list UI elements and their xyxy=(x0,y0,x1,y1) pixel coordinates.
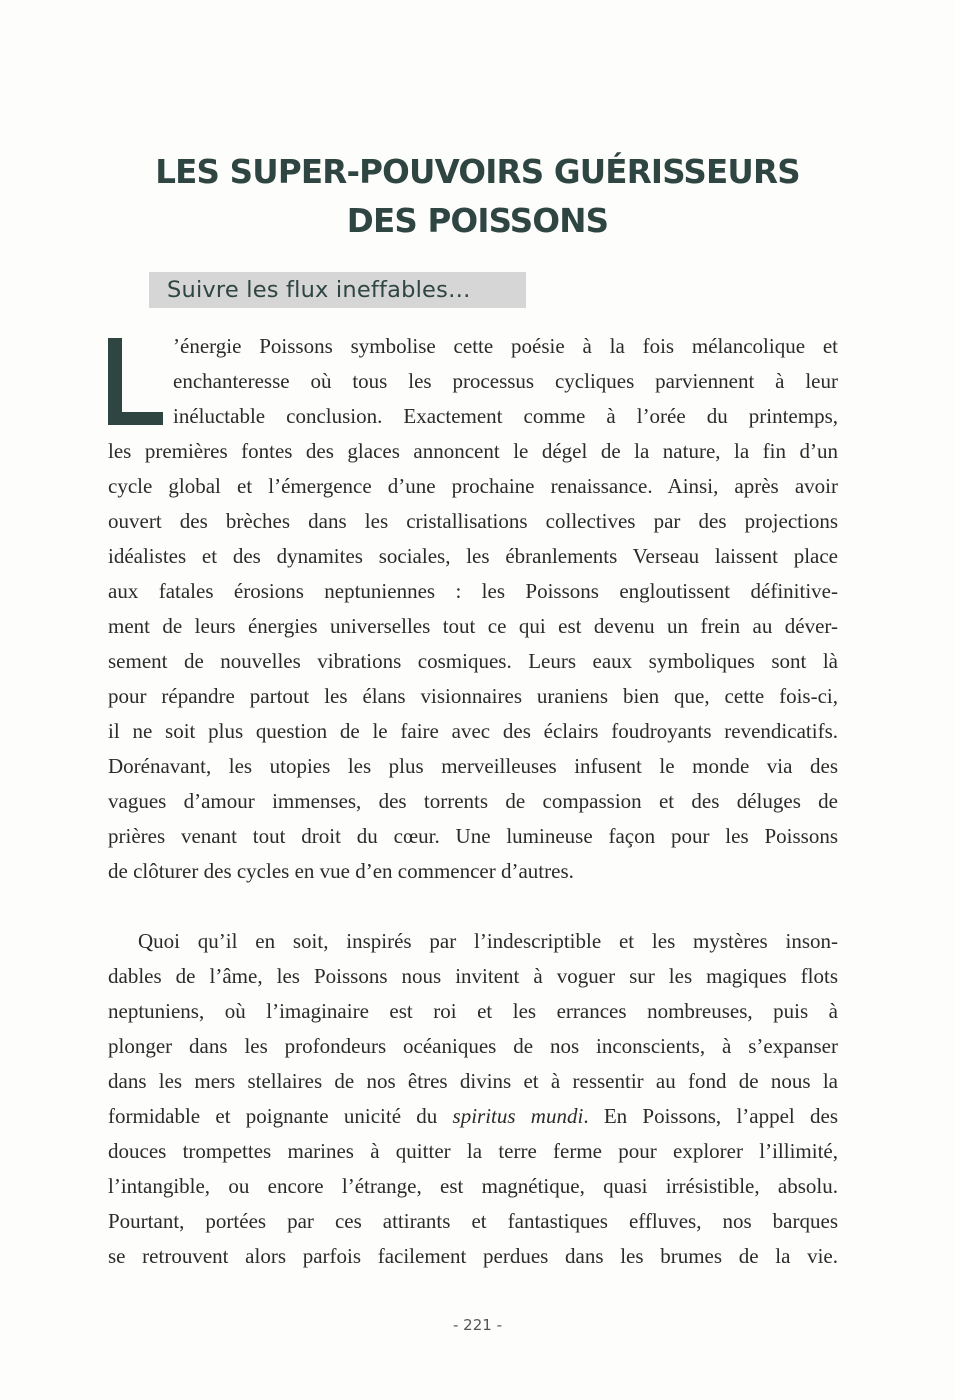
text-line: inéluctable conclusion. Exactement comme à l’orée du printemps, xyxy=(173,404,838,428)
section-heading: Suivre les flux ineffables… xyxy=(167,277,471,303)
text-line: prières venant tout droit du cœur. Une lumineuse façon pour les Poissons xyxy=(108,824,838,848)
text-line: dables de l’âme, les Poissons nous invitent à voguer sur les magiques flots xyxy=(108,964,838,988)
latin-term: spiritus mundi xyxy=(452,1104,584,1128)
section-heading-band xyxy=(149,272,526,308)
text-line: pour répandre partout les élans visionnaires uraniens bien que, cette fois-ci, xyxy=(108,684,838,708)
text-line: ouvert des brèches dans les cristallisations collectives par des projections xyxy=(108,509,838,533)
text-line: ment de leurs énergies universelles tout ce qui est devenu un frein au déver- xyxy=(108,614,838,638)
text-line: dans les mers stellaires de nos êtres divins et à ressentir au fond de nous la xyxy=(108,1069,838,1093)
paragraph-2 xyxy=(108,924,838,1274)
text-line: Dorénavant, les utopies les plus merveilleuses infusent le monde via des xyxy=(108,754,838,778)
paragraph-1 xyxy=(108,329,838,889)
text-line: l’intangible, ou encore l’étrange, est magnétique, quasi irrésistible, absolu. xyxy=(108,1174,838,1198)
text-line: enchanteresse où tous les processus cycliques parviennent à leur xyxy=(173,369,838,393)
page-number: - 221 - xyxy=(453,1316,502,1334)
text-line: il ne soit plus question de le faire avec des éclairs foudroyants revendicatifs. xyxy=(108,719,838,743)
text-fragment: formidable et poignante unicité du xyxy=(108,1104,453,1128)
text-line: ’énergie Poissons symbolise cette poésie à la fois mélancolique et xyxy=(173,334,838,358)
chapter-title-line-1: LES SUPER-POUVOIRS GUÉRISSEURS xyxy=(155,153,800,191)
text-line: cycle global et l’émergence d’une prochaine renaissance. Ainsi, après avoir xyxy=(108,474,838,498)
chapter-title xyxy=(0,148,955,246)
text-line: idéalistes et des dynamites sociales, les ébranlements Verseau laissent place xyxy=(108,544,838,568)
text-line: Pourtant, portées par ces attirants et fantastiques effluves, nos barques xyxy=(108,1209,838,1233)
text-line: se retrouvent alors parfois facilement perdues dans les brumes de la vie. xyxy=(108,1244,838,1268)
chapter-title-line-2: DES POISSONS xyxy=(346,202,609,240)
text-line: de clôturer des cycles en vue d’en commencer d’autres. xyxy=(108,859,574,883)
text-line xyxy=(108,1099,838,1134)
text-line: Quoi qu’il en soit, inspirés par l’indescriptible et les mystères inson- xyxy=(138,929,838,953)
text-fragment: . En Poissons, l’appel des xyxy=(583,1104,838,1128)
text-line: vagues d’amour immenses, des torrents de compassion et des déluges de xyxy=(108,789,838,813)
text-line: les premières fontes des glaces annoncent le dégel de la nature, la fin d’un xyxy=(108,439,838,463)
text-line: neptuniens, où l’imaginaire est roi et les errances nombreuses, puis à xyxy=(108,999,838,1023)
text-line: sement de nouvelles vibrations cosmiques. Leurs eaux symboliques sont là xyxy=(108,649,838,673)
text-line: aux fatales érosions neptuniennes : les Poissons engloutissent définitive- xyxy=(108,579,838,603)
text-line: plonger dans les profondeurs océaniques de nos inconscients, à s’expanser xyxy=(108,1034,838,1058)
text-line: douces trompettes marines à quitter la terre ferme pour explorer l’illimité, xyxy=(108,1139,838,1163)
